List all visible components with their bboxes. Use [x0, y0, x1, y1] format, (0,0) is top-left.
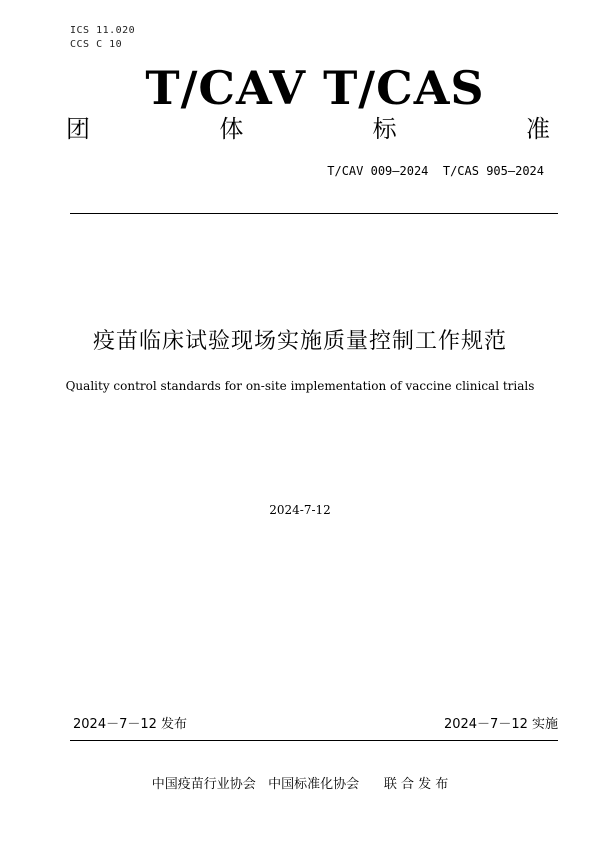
issue-date: 2024－7－12 发布: [73, 717, 188, 732]
implementation-date: 2024－7－12 实施: [443, 717, 558, 732]
category-char: 标: [372, 115, 397, 143]
category-char: 团: [66, 115, 90, 143]
top-divider: [70, 213, 558, 214]
ccs-code: CCS C 10: [70, 39, 123, 50]
standard-logo: T/CAV T/CAS: [145, 61, 485, 115]
category-char: 体: [219, 115, 244, 143]
document-title-chinese: 疫苗临床试验现场实施质量控制工作规范: [92, 329, 507, 354]
bottom-divider: [70, 740, 558, 741]
standard-category: [66, 113, 550, 145]
category-char: 准: [525, 115, 550, 143]
ics-code: ICS 11.020: [70, 25, 136, 36]
standard-number: T/CAV 009—2024 T/CAS 905—2024: [327, 164, 544, 178]
publishers: 中国疫苗行业协会 中国标准化协会 联 合 发 布: [151, 777, 449, 792]
classification-codes: [70, 24, 135, 52]
document-title-english: Quality control standards for on-site implementation of vaccine clinical trials: [65, 379, 535, 393]
draft-date: 2024-7-12: [269, 503, 331, 517]
